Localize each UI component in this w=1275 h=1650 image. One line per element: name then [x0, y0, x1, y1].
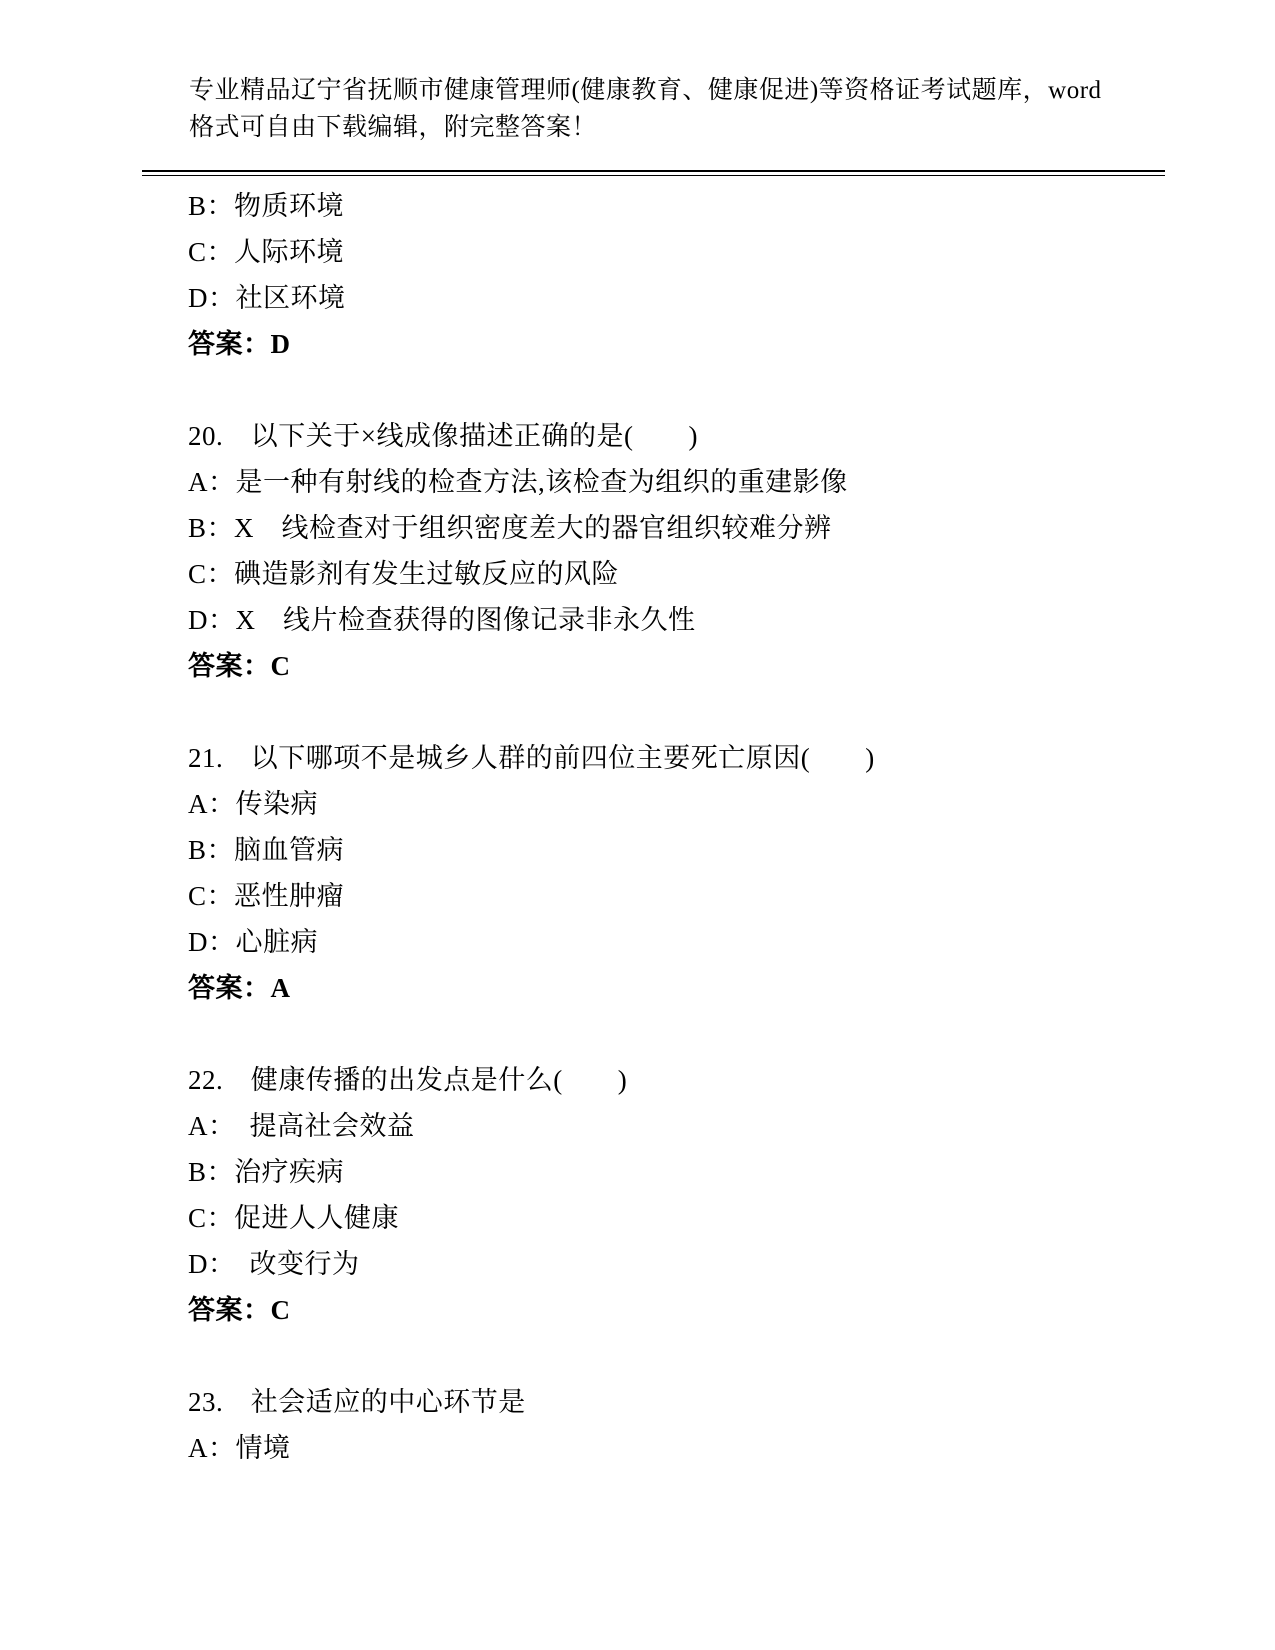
- question-title: 22. 健康传播的出发点是什么( ): [188, 1065, 628, 1095]
- option-line: C：促进人人健康: [188, 1203, 400, 1233]
- blank-line: [188, 1333, 1178, 1379]
- option-line: C：碘造影剂有发生过敏反应的风险: [188, 559, 620, 589]
- option-line: A：情境: [188, 1433, 291, 1463]
- question-title: 20. 以下关于×线成像描述正确的是( ): [188, 421, 698, 451]
- blank-line: [188, 367, 1178, 413]
- header-line-2: 格式可自由下载编辑，附完整答案！: [189, 114, 598, 141]
- option-line: D：社区环境: [188, 283, 346, 313]
- blank-line: [188, 689, 1178, 735]
- page-header: [189, 72, 1102, 146]
- option-line: C：恶性肿瘤: [188, 881, 345, 911]
- document-content: [188, 183, 1178, 1471]
- option-line: A：传染病: [188, 789, 318, 819]
- option-line: A： 提高社会效益: [188, 1111, 415, 1141]
- answer-line: 答案：C: [188, 1295, 291, 1325]
- option-line: A：是一种有射线的检查方法,该检查为组织的重建影像: [188, 467, 848, 497]
- question-title: 21. 以下哪项不是城乡人群的前四位主要死亡原因( ): [188, 743, 875, 773]
- blank-line: [188, 1011, 1178, 1057]
- option-line: D：心脏病: [188, 927, 318, 957]
- question-block-21: [188, 735, 1178, 1011]
- option-line: D： 改变行为: [188, 1249, 360, 1279]
- question-title: 23. 社会适应的中心环节是: [188, 1387, 526, 1417]
- option-line: B：物质环境: [188, 191, 345, 221]
- option-line: D：X 线片检查获得的图像记录非永久性: [188, 605, 696, 635]
- header-line-1: 专业精品辽宁省抚顺市健康管理师(健康教育、健康促进)等资格证考试题库，word: [189, 77, 1102, 104]
- header-divider-rule: [142, 170, 1165, 176]
- answer-line: 答案：A: [188, 973, 291, 1003]
- option-line: B：脑血管病: [188, 835, 345, 865]
- option-line: B：治疗疾病: [188, 1157, 345, 1187]
- answer-line: 答案：D: [188, 329, 291, 359]
- question-block-22: [188, 1057, 1178, 1333]
- answer-line: 答案：C: [188, 651, 291, 681]
- partial-question-block: [188, 183, 1178, 367]
- option-line: B：X 线检查对于组织密度差大的器官组织较难分辨: [188, 513, 832, 543]
- option-line: C：人际环境: [188, 237, 345, 267]
- question-block-20: [188, 413, 1178, 689]
- question-block-23: [188, 1379, 1178, 1471]
